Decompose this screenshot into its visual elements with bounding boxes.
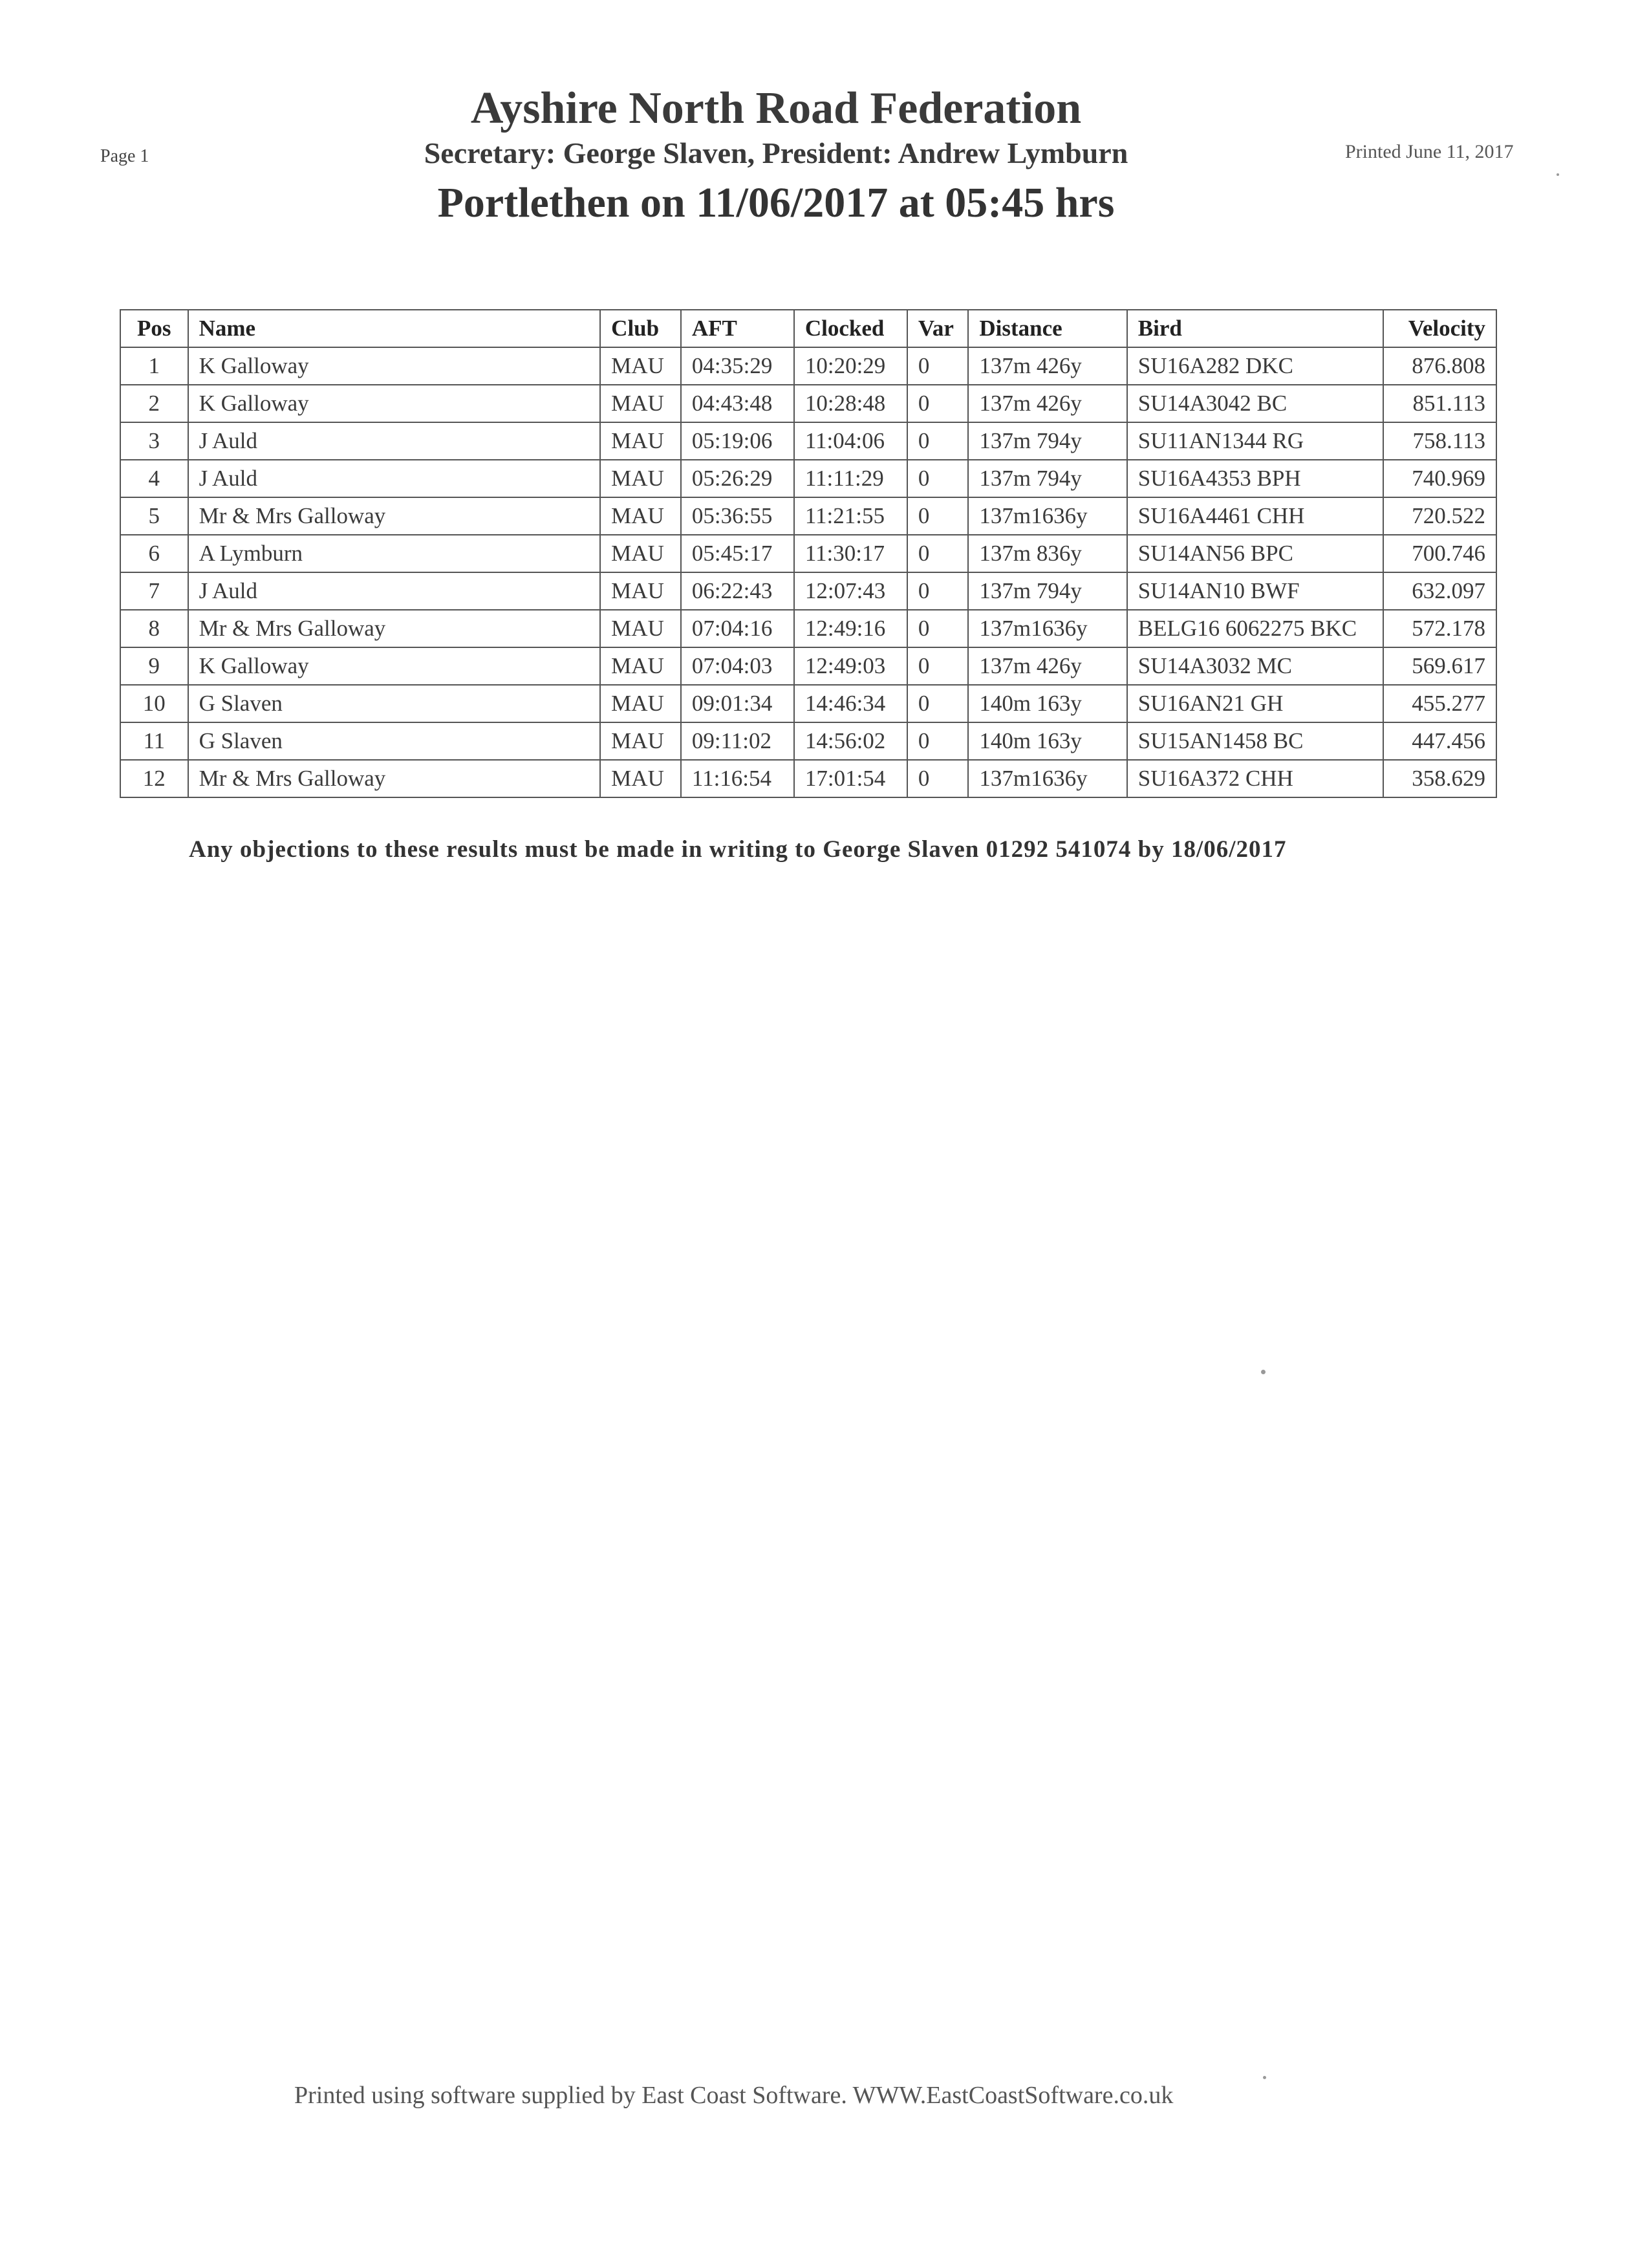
cell-var: 0 <box>907 610 969 647</box>
column-header-club: Club <box>600 310 681 347</box>
column-header-distance: Distance <box>968 310 1126 347</box>
cell-name: Mr & Mrs Galloway <box>188 760 601 797</box>
cell-bird: SU14AN10 BWF <box>1127 572 1383 610</box>
table-row <box>120 760 1496 797</box>
cell-club: MAU <box>600 722 681 760</box>
table-row <box>120 422 1496 460</box>
cell-bird: SU15AN1458 BC <box>1127 722 1383 760</box>
cell-club: MAU <box>600 460 681 497</box>
cell-name: Mr & Mrs Galloway <box>188 610 601 647</box>
cell-var: 0 <box>907 572 969 610</box>
cell-var: 0 <box>907 722 969 760</box>
cell-name: Mr & Mrs Galloway <box>188 497 601 535</box>
cell-var: 0 <box>907 647 969 685</box>
table-row <box>120 722 1496 760</box>
cell-clocked: 14:56:02 <box>794 722 907 760</box>
cell-velocity: 700.746 <box>1383 535 1496 572</box>
cell-distance: 137m1636y <box>968 760 1126 797</box>
cell-pos: 6 <box>120 535 188 572</box>
cell-distance: 140m 163y <box>968 685 1126 722</box>
cell-velocity: 720.522 <box>1383 497 1496 535</box>
cell-bird: SU16A282 DKC <box>1127 347 1383 385</box>
cell-club: MAU <box>600 760 681 797</box>
cell-distance: 137m 794y <box>968 572 1126 610</box>
cell-aft: 05:45:17 <box>681 535 794 572</box>
cell-aft: 05:19:06 <box>681 422 794 460</box>
cell-name: K Galloway <box>188 347 601 385</box>
cell-pos: 10 <box>120 685 188 722</box>
cell-pos: 7 <box>120 572 188 610</box>
cell-velocity: 569.617 <box>1383 647 1496 685</box>
cell-distance: 137m 836y <box>968 535 1126 572</box>
column-header-var: Var <box>907 310 969 347</box>
cell-pos: 11 <box>120 722 188 760</box>
column-header-aft: AFT <box>681 310 794 347</box>
cell-distance: 137m 794y <box>968 460 1126 497</box>
table-row <box>120 685 1496 722</box>
cell-var: 0 <box>907 760 969 797</box>
cell-club: MAU <box>600 497 681 535</box>
cell-clocked: 14:46:34 <box>794 685 907 722</box>
cell-clocked: 11:04:06 <box>794 422 907 460</box>
cell-bird: SU16A4461 CHH <box>1127 497 1383 535</box>
cell-velocity: 572.178 <box>1383 610 1496 647</box>
cell-name: K Galloway <box>188 647 601 685</box>
cell-pos: 4 <box>120 460 188 497</box>
cell-var: 0 <box>907 347 969 385</box>
cell-distance: 137m 794y <box>968 422 1126 460</box>
table-row <box>120 572 1496 610</box>
table-row <box>120 610 1496 647</box>
cell-club: MAU <box>600 385 681 422</box>
column-header-pos: Pos <box>120 310 188 347</box>
cell-name: J Auld <box>188 422 601 460</box>
cell-aft: 04:43:48 <box>681 385 794 422</box>
table-header-row <box>120 310 1496 347</box>
cell-aft: 07:04:16 <box>681 610 794 647</box>
table-row <box>120 647 1496 685</box>
cell-pos: 2 <box>120 385 188 422</box>
cell-club: MAU <box>600 535 681 572</box>
cell-pos: 9 <box>120 647 188 685</box>
cell-name: J Auld <box>188 460 601 497</box>
cell-clocked: 10:20:29 <box>794 347 907 385</box>
cell-aft: 06:22:43 <box>681 572 794 610</box>
cell-var: 0 <box>907 535 969 572</box>
cell-bird: BELG16 6062275 BKC <box>1127 610 1383 647</box>
cell-aft: 04:35:29 <box>681 347 794 385</box>
cell-aft: 05:36:55 <box>681 497 794 535</box>
race-title: Portlethen on 11/06/2017 at 05:45 hrs <box>437 179 1115 226</box>
cell-name: A Lymburn <box>188 535 601 572</box>
cell-velocity: 740.969 <box>1383 460 1496 497</box>
cell-name: G Slaven <box>188 685 601 722</box>
cell-distance: 137m1636y <box>968 610 1126 647</box>
cell-bird: SU16A4353 BPH <box>1127 460 1383 497</box>
table-row <box>120 385 1496 422</box>
cell-velocity: 851.113 <box>1383 385 1496 422</box>
cell-bird: SU14AN56 BPC <box>1127 535 1383 572</box>
cell-bird: SU16A372 CHH <box>1127 760 1383 797</box>
cell-velocity: 447.456 <box>1383 722 1496 760</box>
cell-var: 0 <box>907 460 969 497</box>
cell-bird: SU14A3042 BC <box>1127 385 1383 422</box>
cell-velocity: 358.629 <box>1383 760 1496 797</box>
page-number: Page 1 <box>100 146 149 166</box>
cell-club: MAU <box>600 610 681 647</box>
cell-distance: 137m 426y <box>968 647 1126 685</box>
cell-clocked: 17:01:54 <box>794 760 907 797</box>
cell-aft: 05:26:29 <box>681 460 794 497</box>
cell-distance: 137m 426y <box>968 385 1126 422</box>
cell-pos: 1 <box>120 347 188 385</box>
cell-pos: 3 <box>120 422 188 460</box>
scan-speck <box>1263 2076 1266 2079</box>
cell-distance: 137m 426y <box>968 347 1126 385</box>
scan-speck <box>1261 1370 1266 1374</box>
results-body <box>120 347 1496 797</box>
cell-clocked: 10:28:48 <box>794 385 907 422</box>
cell-clocked: 12:49:03 <box>794 647 907 685</box>
table-row <box>120 460 1496 497</box>
cell-pos: 5 <box>120 497 188 535</box>
cell-bird: SU14A3032 MC <box>1127 647 1383 685</box>
cell-aft: 11:16:54 <box>681 760 794 797</box>
cell-clocked: 12:49:16 <box>794 610 907 647</box>
column-header-name: Name <box>188 310 601 347</box>
column-header-velocity: Velocity <box>1383 310 1496 347</box>
cell-club: MAU <box>600 422 681 460</box>
cell-pos: 8 <box>120 610 188 647</box>
cell-name: J Auld <box>188 572 601 610</box>
cell-velocity: 876.808 <box>1383 347 1496 385</box>
cell-velocity: 632.097 <box>1383 572 1496 610</box>
column-header-clocked: Clocked <box>794 310 907 347</box>
cell-bird: SU16AN21 GH <box>1127 685 1383 722</box>
cell-aft: 09:11:02 <box>681 722 794 760</box>
federation-title: Ayshire North Road Federation <box>470 83 1082 133</box>
table-row <box>120 535 1496 572</box>
cell-aft: 09:01:34 <box>681 685 794 722</box>
cell-velocity: 758.113 <box>1383 422 1496 460</box>
objections-notice: Any objections to these results must be made in writing to George Slaven 01292 541074 by 18/06/2017 <box>189 836 1287 863</box>
cell-distance: 140m 163y <box>968 722 1126 760</box>
cell-club: MAU <box>600 685 681 722</box>
cell-var: 0 <box>907 385 969 422</box>
cell-pos: 12 <box>120 760 188 797</box>
scan-speck <box>1557 173 1559 176</box>
officers-subtitle: Secretary: George Slaven, President: Andrew Lymburn <box>424 136 1128 169</box>
cell-bird: SU11AN1344 RG <box>1127 422 1383 460</box>
cell-clocked: 11:30:17 <box>794 535 907 572</box>
cell-club: MAU <box>600 572 681 610</box>
cell-clocked: 12:07:43 <box>794 572 907 610</box>
cell-name: K Galloway <box>188 385 601 422</box>
column-header-bird: Bird <box>1127 310 1383 347</box>
printed-date: Printed June 11, 2017 <box>1345 141 1514 162</box>
results-table <box>120 309 1497 798</box>
cell-velocity: 455.277 <box>1383 685 1496 722</box>
cell-club: MAU <box>600 347 681 385</box>
cell-distance: 137m1636y <box>968 497 1126 535</box>
cell-clocked: 11:11:29 <box>794 460 907 497</box>
cell-var: 0 <box>907 422 969 460</box>
cell-var: 0 <box>907 685 969 722</box>
software-footer: Printed using software supplied by East Coast Software. WWW.EastCoastSoftware.co.uk <box>294 2082 1174 2109</box>
cell-var: 0 <box>907 497 969 535</box>
cell-clocked: 11:21:55 <box>794 497 907 535</box>
cell-club: MAU <box>600 647 681 685</box>
table-row <box>120 497 1496 535</box>
cell-aft: 07:04:03 <box>681 647 794 685</box>
table-row <box>120 347 1496 385</box>
cell-name: G Slaven <box>188 722 601 760</box>
